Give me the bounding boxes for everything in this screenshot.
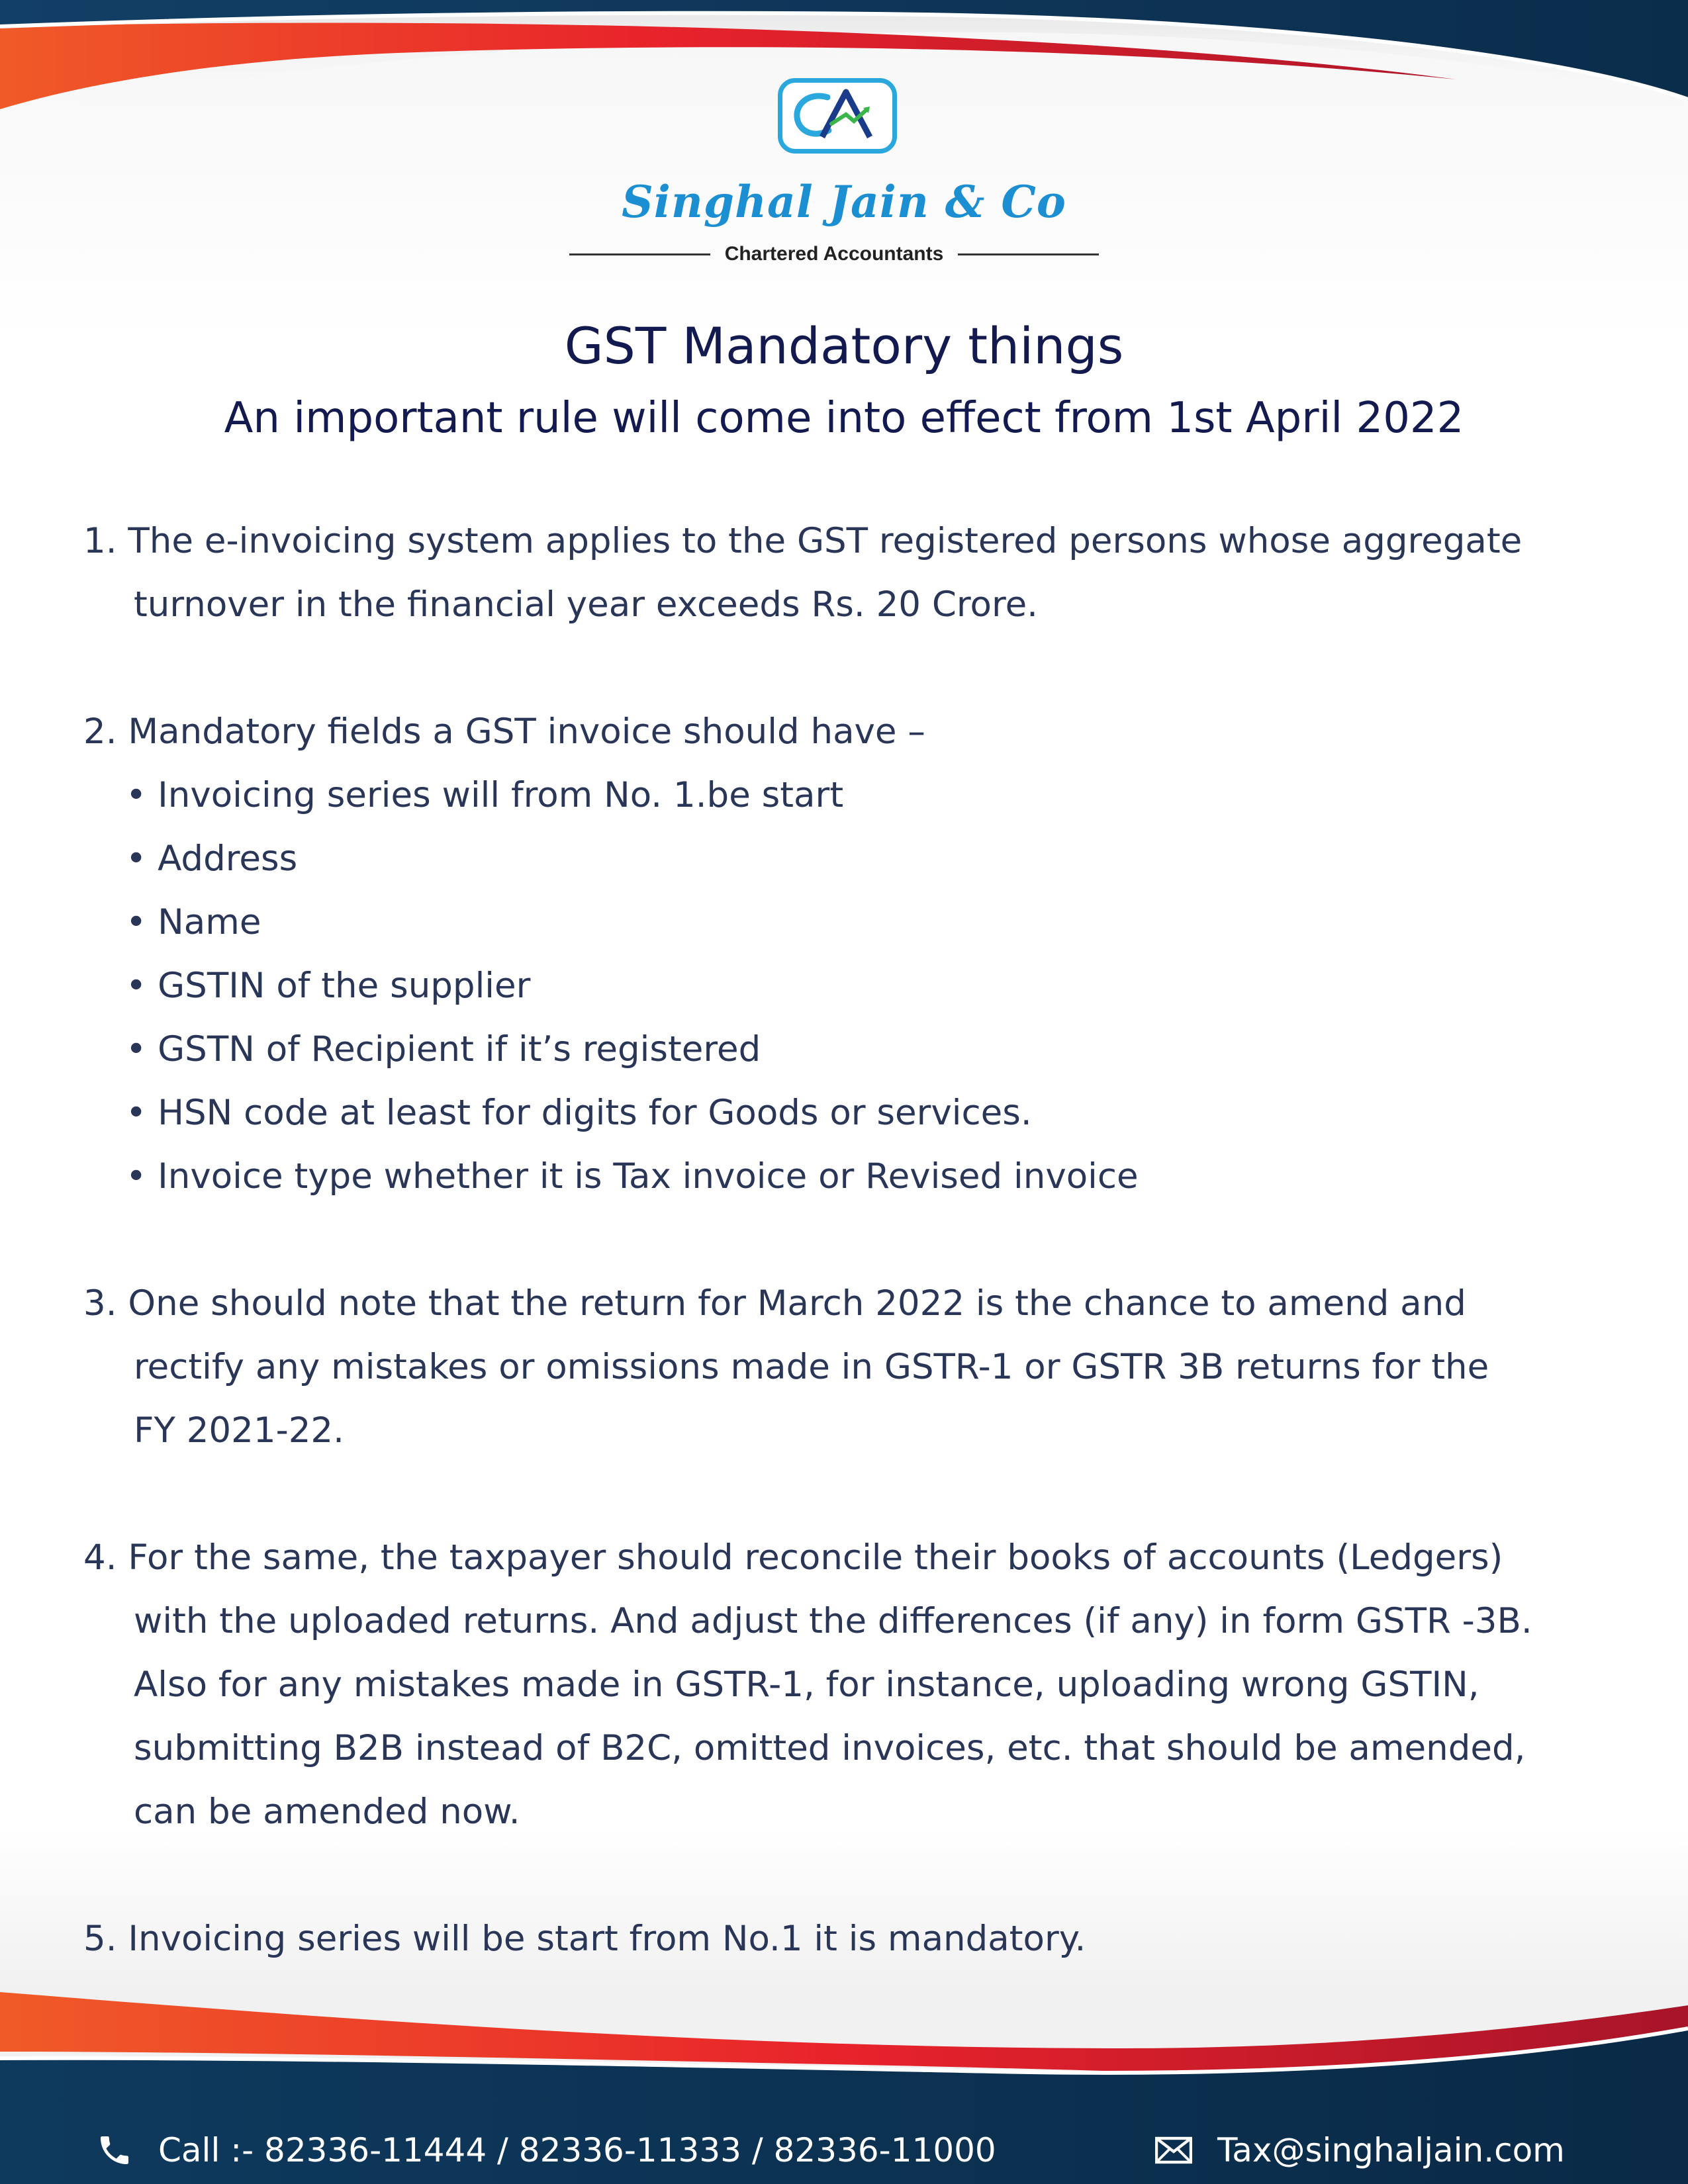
phone-icon xyxy=(96,2132,133,2169)
bullet-item: • Name xyxy=(126,902,261,942)
item-2-bullets xyxy=(83,764,1626,1208)
footer-email-text[interactable]: Tax@singhaljain.com xyxy=(1217,2131,1565,2169)
ca-logo-mark-icon xyxy=(782,83,892,149)
item-4-line-1: 4. For the same, the taxpayer should reconcile their books of accounts (Ledgers) xyxy=(83,1537,1503,1578)
firm-subtitle: Chartered Accountants xyxy=(724,243,944,265)
bullet-item: • HSN code at least for digits for Goods or services. xyxy=(126,1093,1032,1133)
item-4-line-3: Also for any mistakes made in GSTR-1, for instance, uploading wrong GSTIN, xyxy=(134,1664,1479,1705)
bullet-item: • Address xyxy=(126,839,298,879)
item-3-line-3: FY 2021-22. xyxy=(134,1410,344,1451)
footer-phone xyxy=(96,2131,996,2169)
bullet-item: • GSTIN of the supplier xyxy=(126,966,531,1006)
item-3-line-2: rectify any mistakes or omissions made in GSTR-1 or GSTR 3B returns for the xyxy=(134,1347,1489,1387)
footer-contact xyxy=(0,2131,1688,2171)
list-item-1 xyxy=(83,510,1626,637)
ca-logo xyxy=(778,78,897,154)
divider-line-right xyxy=(958,253,1099,255)
firm-subtitle-row xyxy=(569,241,1099,267)
list-item-5 xyxy=(83,1907,1626,1971)
item-4-line-4: submitting B2B instead of B2C, omitted invoices, etc. that should be amended, xyxy=(134,1728,1526,1768)
item-1-line-2: turnover in the financial year exceeds Rs. 20 Crore. xyxy=(134,584,1039,625)
envelope-icon xyxy=(1155,2136,1192,2164)
list-item-2 xyxy=(83,700,1626,1208)
footer-email xyxy=(1155,2131,1565,2169)
page-subtitle: An important rule will come into effect from 1st April 2022 xyxy=(224,394,1464,443)
bullet-item: • Invoicing series will from No. 1.be start xyxy=(126,775,844,815)
page-title: GST Mandatory things xyxy=(564,316,1124,375)
item-1-line-1: 1. The e-invoicing system applies to the GST registered persons whose aggregate xyxy=(83,521,1523,561)
content-body xyxy=(83,510,1626,1971)
item-4-line-5: can be amended now. xyxy=(134,1792,520,1832)
divider-line-left xyxy=(569,253,710,255)
item-2-line-1: 2. Mandatory fields a GST invoice should have – xyxy=(83,711,925,752)
bullet-item: • Invoice type whether it is Tax invoice or Revised invoice xyxy=(126,1156,1139,1197)
bullet-item: • GSTN of Recipient if it’s registered xyxy=(126,1029,761,1069)
footer-phone-text: Call :- 82336-11444 / 82336-11333 / 82336-11000 xyxy=(158,2131,996,2169)
item-4-line-2: with the uploaded returns. And adjust the differences (if any) in form GSTR -3B. xyxy=(134,1601,1532,1641)
firm-name: Singhal Jain & Co xyxy=(622,176,1066,228)
item-3-line-1: 3. One should note that the return for March 2022 is the chance to amend and xyxy=(83,1283,1466,1324)
list-item-4 xyxy=(83,1526,1626,1844)
item-5-line-1: 5. Invoicing series will be start from No.1 it is mandatory. xyxy=(83,1919,1086,1959)
list-item-3 xyxy=(83,1272,1626,1463)
